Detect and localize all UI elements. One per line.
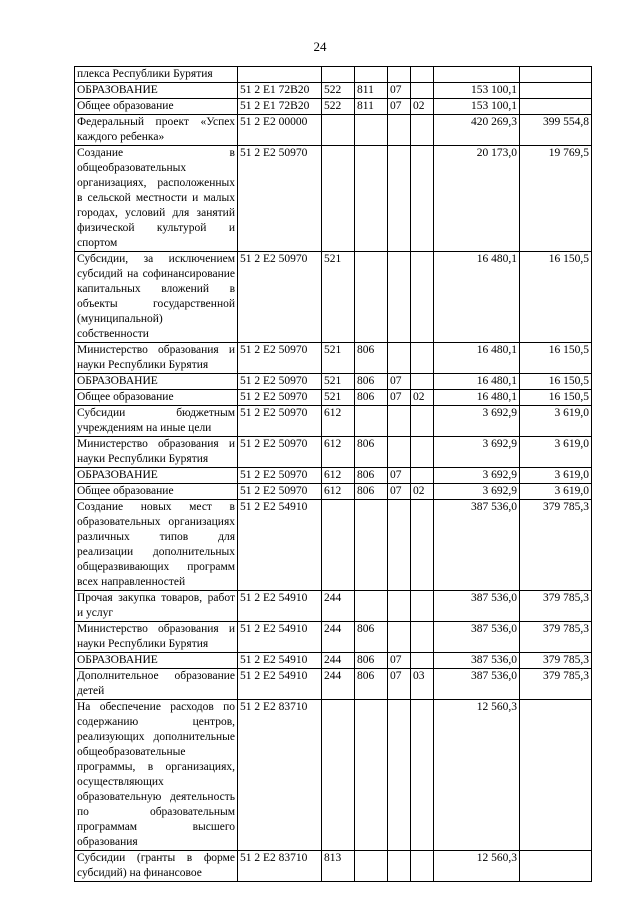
table-row: [75, 390, 592, 406]
row-grbs: [355, 591, 388, 622]
row-expense-type: 612: [322, 437, 355, 468]
row-expense-type: 612: [322, 468, 355, 484]
row-grbs: [355, 500, 388, 591]
row-sum-2: [520, 700, 592, 851]
row-sum-1: 387 536,0: [434, 591, 520, 622]
row-grbs: 806: [355, 653, 388, 669]
row-expense-type: 521: [322, 343, 355, 374]
table-row: [75, 83, 592, 99]
row-subsection: [411, 622, 434, 653]
row-expense-type: 521: [322, 390, 355, 406]
table-row: [75, 115, 592, 146]
row-section: 07: [388, 669, 411, 700]
row-sum-2: [520, 851, 592, 882]
budget-table: [74, 66, 592, 882]
row-code: [238, 67, 322, 83]
row-subsection: [411, 468, 434, 484]
table-row: [75, 669, 592, 700]
row-subsection: [411, 500, 434, 591]
row-sum-1: 153 100,1: [434, 99, 520, 115]
row-code: 51 2 E2 50970: [238, 343, 322, 374]
row-sum-1: 3 692,9: [434, 406, 520, 437]
row-grbs: 811: [355, 99, 388, 115]
row-grbs: [355, 146, 388, 252]
row-sum-2: [520, 99, 592, 115]
row-sum-2: 16 150,5: [520, 374, 592, 390]
row-subsection: [411, 343, 434, 374]
row-name: Дополнительное образование детей: [75, 669, 238, 700]
row-subsection: [411, 67, 434, 83]
row-sum-1: 387 536,0: [434, 500, 520, 591]
row-name: Прочая закупка товаров, работ и услуг: [75, 591, 238, 622]
row-code: 51 2 E2 54910: [238, 653, 322, 669]
table-row: [75, 851, 592, 882]
table-row: [75, 622, 592, 653]
row-section: 07: [388, 83, 411, 99]
row-grbs: 806: [355, 484, 388, 500]
row-section: 07: [388, 468, 411, 484]
table-row: [75, 67, 592, 83]
table-row: [75, 343, 592, 374]
row-name: Министерство образования и науки Республики Бурятия: [75, 437, 238, 468]
row-grbs: [355, 851, 388, 882]
row-name: Создание новых мест в образовательных организациях различных типов для реализации дополнительных общеразвивающих программ всех направленностей: [75, 500, 238, 591]
row-sum-2: [520, 83, 592, 99]
row-sum-2: 16 150,5: [520, 343, 592, 374]
row-section: [388, 851, 411, 882]
table-row: [75, 500, 592, 591]
row-code: 51 2 E2 50970: [238, 484, 322, 500]
row-subsection: [411, 700, 434, 851]
row-code: 51 2 E2 54910: [238, 622, 322, 653]
table-row: [75, 591, 592, 622]
row-expense-type: 244: [322, 591, 355, 622]
row-section: [388, 252, 411, 343]
row-sum-2: 399 554,8: [520, 115, 592, 146]
row-sum-2: 3 619,0: [520, 406, 592, 437]
row-sum-1: 16 480,1: [434, 390, 520, 406]
row-section: [388, 591, 411, 622]
row-sum-1: 12 560,3: [434, 700, 520, 851]
row-subsection: [411, 83, 434, 99]
row-code: 51 2 E2 54910: [238, 591, 322, 622]
table-row: [75, 437, 592, 468]
row-section: 07: [388, 653, 411, 669]
row-sum-2: 3 619,0: [520, 468, 592, 484]
row-code: 51 2 E2 83710: [238, 851, 322, 882]
row-code: 51 2 E2 50970: [238, 374, 322, 390]
row-expense-type: [322, 115, 355, 146]
row-code: 51 2 E2 50970: [238, 146, 322, 252]
row-sum-2: 379 785,3: [520, 669, 592, 700]
row-sum-2: 379 785,3: [520, 591, 592, 622]
row-name: Субсидии (гранты в форме субсидий) на финансовое: [75, 851, 238, 882]
row-sum-1: 16 480,1: [434, 252, 520, 343]
row-subsection: [411, 406, 434, 437]
table-row: [75, 700, 592, 851]
row-sum-1: 420 269,3: [434, 115, 520, 146]
row-sum-1: 3 692,9: [434, 468, 520, 484]
row-code: 51 2 E2 83710: [238, 700, 322, 851]
row-expense-type: [322, 700, 355, 851]
page-number: 24: [313, 39, 327, 54]
row-expense-type: [322, 146, 355, 252]
row-name: ОБРАЗОВАНИЕ: [75, 83, 238, 99]
table-row: [75, 99, 592, 115]
row-grbs: [355, 67, 388, 83]
row-code: 51 2 E2 50970: [238, 390, 322, 406]
row-sum-2: 379 785,3: [520, 500, 592, 591]
row-section: [388, 146, 411, 252]
row-code: 51 2 E1 72B20: [238, 83, 322, 99]
row-expense-type: [322, 500, 355, 591]
row-name: ОБРАЗОВАНИЕ: [75, 468, 238, 484]
row-section: 07: [388, 390, 411, 406]
row-sum-2: 3 619,0: [520, 437, 592, 468]
row-sum-2: 3 619,0: [520, 484, 592, 500]
row-subsection: [411, 437, 434, 468]
row-code: 51 2 E2 54910: [238, 669, 322, 700]
row-grbs: 806: [355, 669, 388, 700]
row-subsection: [411, 252, 434, 343]
row-sum-1: 3 692,9: [434, 437, 520, 468]
row-subsection: [411, 146, 434, 252]
row-name: Общее образование: [75, 484, 238, 500]
row-sum-1: [434, 67, 520, 83]
row-subsection: [411, 374, 434, 390]
row-grbs: 806: [355, 390, 388, 406]
table-row: [75, 406, 592, 437]
row-grbs: [355, 115, 388, 146]
row-grbs: [355, 700, 388, 851]
row-sum-1: 16 480,1: [434, 343, 520, 374]
row-expense-type: 522: [322, 83, 355, 99]
row-sum-1: 16 480,1: [434, 374, 520, 390]
table-row: [75, 146, 592, 252]
row-sum-1: 3 692,9: [434, 484, 520, 500]
row-sum-1: 153 100,1: [434, 83, 520, 99]
row-grbs: [355, 252, 388, 343]
row-name: Федеральный проект «Успех каждого ребенка»: [75, 115, 238, 146]
row-expense-type: 521: [322, 252, 355, 343]
table-row: [75, 252, 592, 343]
row-code: 51 2 E2 50970: [238, 252, 322, 343]
row-section: [388, 67, 411, 83]
row-name: ОБРАЗОВАНИЕ: [75, 653, 238, 669]
row-sum-1: 12 560,3: [434, 851, 520, 882]
row-grbs: 806: [355, 437, 388, 468]
table-row: [75, 374, 592, 390]
row-sum-1: 387 536,0: [434, 622, 520, 653]
row-expense-type: 244: [322, 653, 355, 669]
row-name: Министерство образования и науки Республики Бурятия: [75, 343, 238, 374]
row-section: [388, 500, 411, 591]
row-code: 51 2 E2 50970: [238, 468, 322, 484]
row-section: [388, 115, 411, 146]
row-sum-2: 19 769,5: [520, 146, 592, 252]
row-subsection: [411, 591, 434, 622]
row-name: Субсидии, за исключением субсидий на софинансирование капитальных вложений в объекты государственной (муниципальной) собственности: [75, 252, 238, 343]
row-sum-2: [520, 67, 592, 83]
row-sum-2: 379 785,3: [520, 622, 592, 653]
row-name: Общее образование: [75, 390, 238, 406]
row-subsection: 03: [411, 669, 434, 700]
row-name: Создание в общеобразовательных организациях, расположенных в сельской местности и малых городах, условий для занятий физической культурой и спортом: [75, 146, 238, 252]
row-grbs: [355, 406, 388, 437]
row-sum-1: 387 536,0: [434, 669, 520, 700]
row-expense-type: 244: [322, 622, 355, 653]
row-code: 51 2 E1 72B20: [238, 99, 322, 115]
row-code: 51 2 E2 50970: [238, 437, 322, 468]
row-subsection: [411, 851, 434, 882]
row-name: Министерство образования и науки Республики Бурятия: [75, 622, 238, 653]
row-code: 51 2 E2 00000: [238, 115, 322, 146]
row-name: ОБРАЗОВАНИЕ: [75, 374, 238, 390]
row-subsection: [411, 653, 434, 669]
row-name: Субсидии бюджетным учреждениям на иные цели: [75, 406, 238, 437]
row-subsection: 02: [411, 390, 434, 406]
row-name: плекса Республики Бурятия: [75, 67, 238, 83]
row-expense-type: 612: [322, 406, 355, 437]
row-grbs: 806: [355, 468, 388, 484]
row-subsection: 02: [411, 99, 434, 115]
row-sum-1: 20 173,0: [434, 146, 520, 252]
row-section: [388, 437, 411, 468]
row-section: [388, 700, 411, 851]
row-expense-type: [322, 67, 355, 83]
row-expense-type: 612: [322, 484, 355, 500]
row-sum-2: 16 150,5: [520, 390, 592, 406]
row-section: 07: [388, 484, 411, 500]
row-expense-type: 244: [322, 669, 355, 700]
row-section: [388, 622, 411, 653]
row-expense-type: 521: [322, 374, 355, 390]
row-section: [388, 406, 411, 437]
row-expense-type: 813: [322, 851, 355, 882]
row-expense-type: 522: [322, 99, 355, 115]
table-row: [75, 653, 592, 669]
row-sum-2: 379 785,3: [520, 653, 592, 669]
row-code: 51 2 E2 50970: [238, 406, 322, 437]
row-grbs: 806: [355, 343, 388, 374]
table-row: [75, 468, 592, 484]
row-subsection: 02: [411, 484, 434, 500]
row-grbs: 811: [355, 83, 388, 99]
table-row: [75, 484, 592, 500]
row-section: 07: [388, 374, 411, 390]
row-section: 07: [388, 99, 411, 115]
row-grbs: 806: [355, 622, 388, 653]
row-name: На обеспечение расходов по содержанию центров, реализующих дополнительные общеобразовательные программы, в организациях, осуществляющих образовательную деятельность по образовательным программам высшего образования: [75, 700, 238, 851]
row-section: [388, 343, 411, 374]
row-sum-2: 16 150,5: [520, 252, 592, 343]
row-name: Общее образование: [75, 99, 238, 115]
row-sum-1: 387 536,0: [434, 653, 520, 669]
row-grbs: 806: [355, 374, 388, 390]
row-code: 51 2 E2 54910: [238, 500, 322, 591]
row-subsection: [411, 115, 434, 146]
